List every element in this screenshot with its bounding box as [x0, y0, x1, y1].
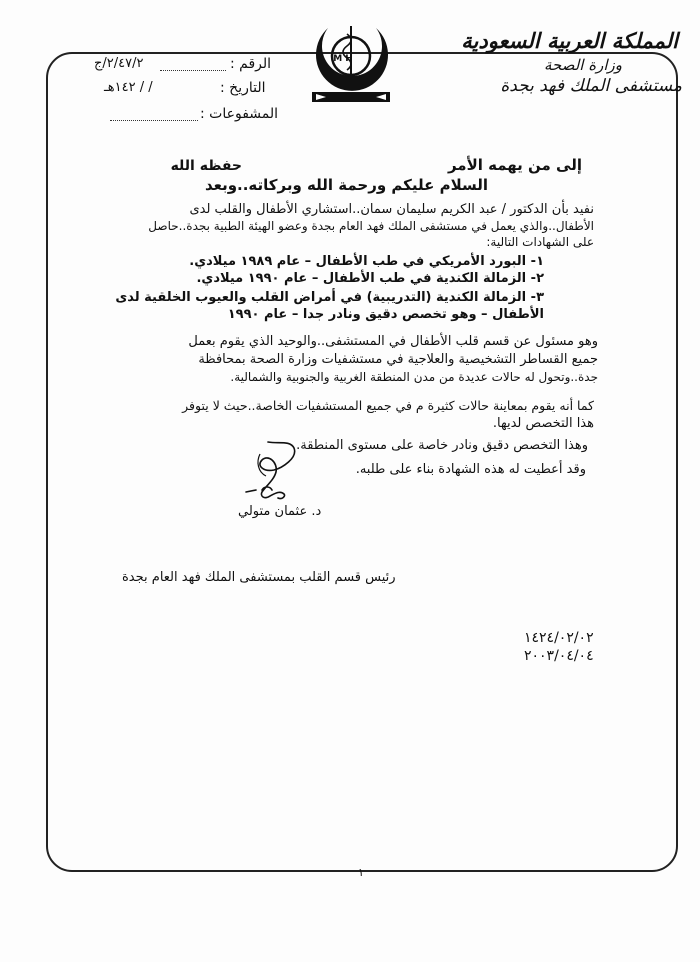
signatory-title: رئيس قسم القلب بمستشفى الملك فهد العام بجدة	[122, 570, 396, 585]
letterhead-kingdom: المملكة العربية السعودية	[461, 28, 678, 53]
ref-label: الرقم :	[230, 56, 272, 72]
ref-value: ٢/٤٧/٢/ج	[94, 56, 144, 71]
body-p1-line1: نفيد بأن الدكتور / عبد الكريم سليمان سمان..استشاري الأطفال والقلب لدى	[189, 202, 594, 217]
body-p1-line2: الأطفال..والذي يعمل في مستشفى الملك فهد العام بجدة وعضو الهيئة الطبية بجدة..حاصل	[148, 219, 594, 233]
cert-item-2: ٢- الزمالة الكندية في طب الأطفال – عام ١٩٩٠ ميلادي.	[196, 271, 544, 286]
attachments-line	[110, 120, 198, 121]
date-value: / / ١٤٢هـ	[104, 80, 153, 95]
logo-letter-m: M H	[333, 54, 353, 64]
body-p5: وقد أعطيت له هذه الشهادة بناء على طلبه.	[355, 462, 586, 477]
body-p1-line3: على الشهادات التالية:	[486, 235, 594, 249]
cert-item-3-line1: ٣- الزمالة الكندية (التدريبية) في أمراض القلب والعيوب الخلقية لدى	[115, 290, 544, 305]
date-hijri: ١٤٢٤/٠٢/٠٢	[524, 630, 594, 646]
date-gregorian: ٢٠٠٣/٠٤/٠٤	[524, 648, 594, 664]
letterhead-hospital: مستشفى الملك فهد بجدة	[500, 76, 682, 96]
greeting-to: إلى من يهمه الأمر	[447, 156, 582, 174]
greeting-salam: السلام عليكم ورحمة الله وبركاته..وبعد	[204, 176, 488, 194]
date-label: التاريخ :	[220, 80, 266, 96]
attachments-label: المشفوعات :	[200, 106, 279, 122]
letterhead-ministry: وزارة الصحة	[544, 56, 622, 74]
greeting-honorific: حفظه الله	[170, 158, 242, 174]
crescent-emblem-icon	[306, 14, 396, 106]
body-p2-line1: وهو مسئول عن قسم قلب الأطفال في المستشفى..والوحيد الذي يقوم بعمل	[188, 334, 598, 349]
body-p2-line3: جدة..وتحول له حالات عديدة من مدن المنطقة الغربية والجنوبية والشمالية.	[230, 370, 598, 384]
body-p4: وهذا التخصص دقيق ونادر خاصة على مستوى المنطقة.	[296, 438, 588, 453]
signatory-name: د. عثمان متولي	[238, 504, 322, 519]
body-p3-line2: هذا التخصص لديها.	[492, 416, 594, 431]
handwritten-signature	[238, 434, 308, 504]
ref-line	[160, 70, 226, 71]
body-p2-line2: جميع القساطر التشخيصية والعلاجية في مستشفيات وزارة الصحة بمحافظة	[198, 352, 598, 367]
cert-item-1: ١- البورد الأمريكي في طب الأطفال – عام ١٩٨٩ ميلادي.	[189, 254, 544, 269]
body-p3-line1: كما أنه يقوم بمعاينة حالات كثيرة م في جميع المستشفيات الخاصة..حيث لا يتوفر	[182, 398, 594, 413]
cert-item-3-line2: الأطفال – وهو تخصص دقيق ونادر جدا – عام ١٩٩٠	[227, 307, 544, 322]
page-number: ١	[358, 866, 364, 879]
